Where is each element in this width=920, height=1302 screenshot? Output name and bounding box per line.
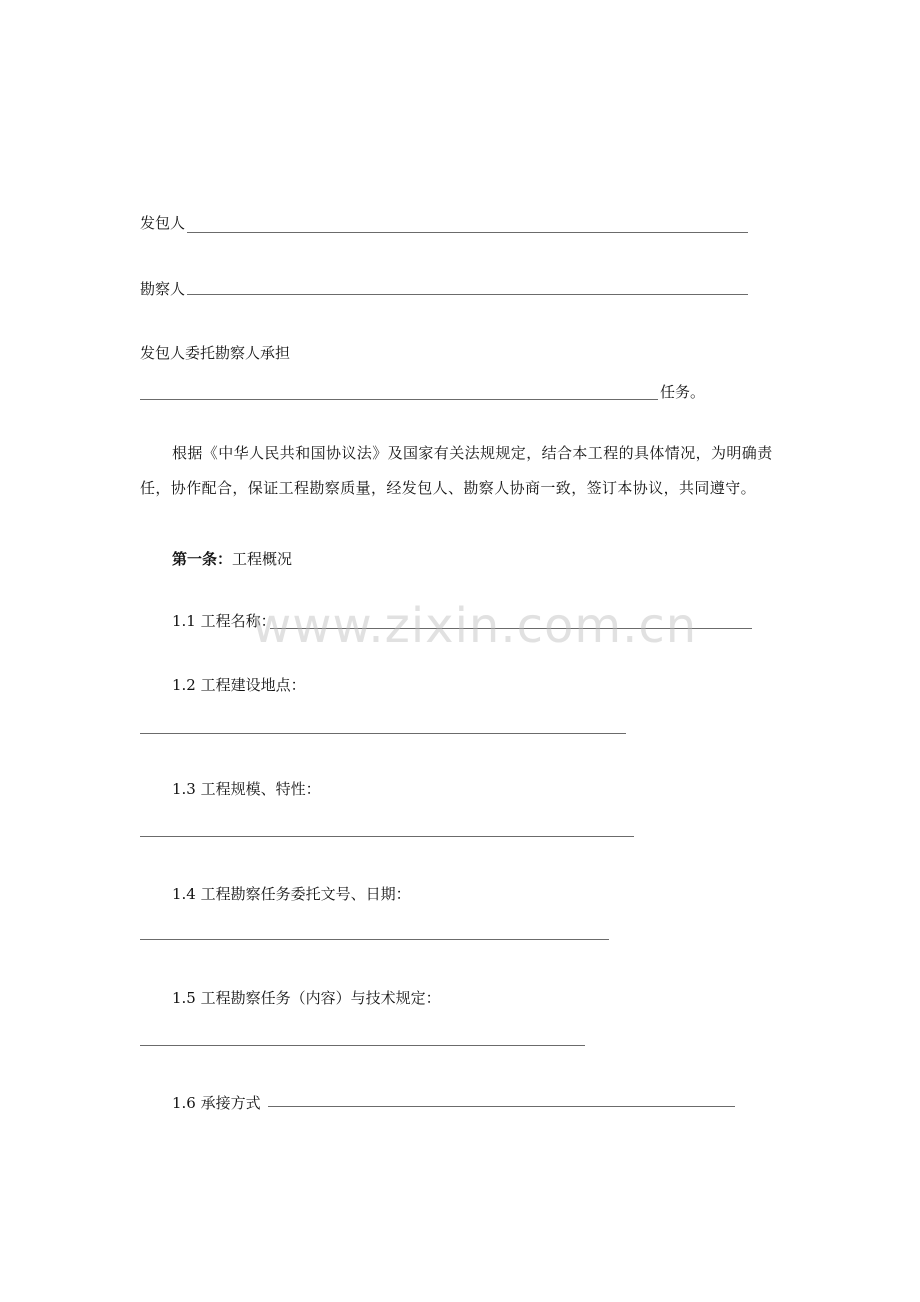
item-1-2-blank-line[interactable] (140, 733, 626, 734)
entrust-text: 发包人委托勘察人承担 (140, 344, 291, 362)
item-1-2-label: 1.2 工程建设地点： (172, 676, 306, 694)
item-1-1-label: 1.1 工程名称： (172, 612, 276, 630)
task-suffix: 任务。 (660, 383, 706, 401)
article1-title-text: 工程概况 (232, 550, 293, 568)
item-1-6-label: 1.6 承接方式 (172, 1094, 261, 1112)
item-1-4-blank-line[interactable] (140, 939, 609, 940)
item-1-6-blank-line[interactable] (268, 1106, 735, 1107)
intro-paragraph: 根据《中华人民共和国协议法》及国家有关法规规定，结合本工程的具体情况，为明确责任，协作配合，保证工程勘察质量，经发包人、勘察人协商一致，签订本协议，共同遵守。 (140, 444, 773, 497)
item-1-5-label: 1.5 工程勘察任务（内容）与技术规定： (172, 989, 441, 1007)
surveyor-blank-line[interactable] (187, 294, 748, 295)
item-1-4-label: 1.4 工程勘察任务委托文号、日期： (172, 885, 411, 903)
employer-label: 发包人 (140, 214, 186, 232)
article1-title (172, 549, 292, 569)
task-blank-line[interactable] (140, 399, 658, 400)
watermark-text: www.zixin.com.cn (252, 598, 698, 654)
item-1-3-blank-line[interactable] (140, 836, 634, 837)
employer-blank-line[interactable] (187, 232, 748, 233)
item-1-3-label: 1.3 工程规模、特性： (172, 780, 321, 798)
article1-title-number: 第一条： (172, 550, 233, 568)
surveyor-label: 勘察人 (140, 280, 186, 298)
item-1-5-blank-line[interactable] (140, 1045, 585, 1046)
